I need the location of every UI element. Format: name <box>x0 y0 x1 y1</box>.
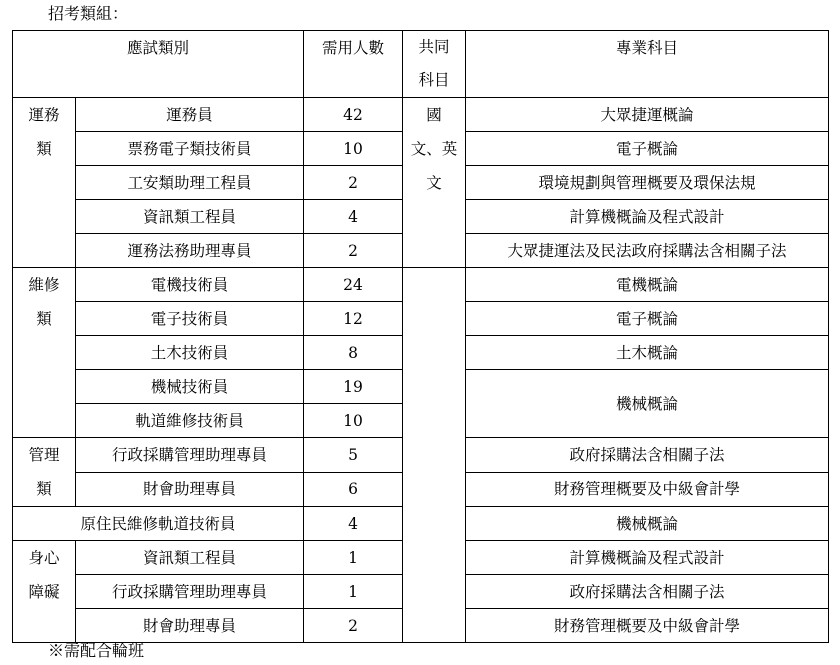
count-cell: 4 <box>304 507 403 541</box>
count-cell: 2 <box>304 609 403 643</box>
position-cell-indigenous: 原住民維修軌道技術員 <box>13 507 304 541</box>
subject-cell: 大眾捷運概論 <box>466 98 829 132</box>
count-cell: 10 <box>304 132 403 166</box>
count-cell: 5 <box>304 438 403 473</box>
subject-cell: 土木概論 <box>466 336 829 370</box>
subject-cell: 機械概論 <box>466 370 829 438</box>
position-cell: 電子技術員 <box>76 302 304 336</box>
count-cell: 2 <box>304 166 403 200</box>
footnote: ※需配合輪班 <box>48 641 145 660</box>
position-cell: 土木技術員 <box>76 336 304 370</box>
position-cell: 資訊類工程員 <box>76 541 304 575</box>
count-cell: 4 <box>304 200 403 234</box>
position-cell: 財會助理專員 <box>76 472 304 507</box>
subject-cell: 計算機概論及程式設計 <box>466 541 829 575</box>
subject-cell: 大眾捷運法及民法政府採購法含相關子法 <box>466 234 829 268</box>
count-cell: 2 <box>304 234 403 268</box>
table-header-row <box>13 31 829 98</box>
subject-cell: 政府採購法含相關子法 <box>466 438 829 473</box>
common-subject-blank-cell <box>403 268 466 643</box>
count-cell: 1 <box>304 575 403 609</box>
category-cell-transport: 運務 類 <box>13 98 76 268</box>
subject-cell: 電子概論 <box>466 302 829 336</box>
position-cell: 機械技術員 <box>76 370 304 404</box>
position-cell: 票務電子類技術員 <box>76 132 304 166</box>
category-cell-maintenance: 維修 類 <box>13 268 76 438</box>
common-subject-cell: 國 文、英 文 <box>403 98 466 268</box>
count-cell: 1 <box>304 541 403 575</box>
subject-cell: 計算機概論及程式設計 <box>466 200 829 234</box>
category-cell-disability: 身心 障礙 <box>13 541 76 643</box>
category-cell-management: 管理 類 <box>13 438 76 507</box>
header-category: 應試類別 <box>13 31 304 98</box>
subject-cell: 環境規劃與管理概要及環保法規 <box>466 166 829 200</box>
position-cell: 財會助理專員 <box>76 609 304 643</box>
subject-cell: 電機概論 <box>466 268 829 302</box>
position-cell: 工安類助理工程員 <box>76 166 304 200</box>
table-row <box>13 268 829 302</box>
subject-cell: 政府採購法含相關子法 <box>466 575 829 609</box>
header-count: 需用人數 <box>304 31 403 98</box>
position-cell: 軌道維修技術員 <box>76 404 304 438</box>
subject-cell: 財務管理概要及中級會計學 <box>466 472 829 507</box>
count-cell: 42 <box>304 98 403 132</box>
position-cell: 運務法務助理專員 <box>76 234 304 268</box>
count-cell: 6 <box>304 472 403 507</box>
position-cell: 電機技術員 <box>76 268 304 302</box>
header-subject: 專業科目 <box>466 31 829 98</box>
position-cell: 運務員 <box>76 98 304 132</box>
subject-cell: 機械概論 <box>466 507 829 541</box>
table-row <box>13 98 829 132</box>
count-cell: 10 <box>304 404 403 438</box>
position-cell: 行政採購管理助理專員 <box>76 575 304 609</box>
section-heading: 招考類組： <box>48 4 129 23</box>
position-cell: 行政採購管理助理專員 <box>76 438 304 473</box>
count-cell: 8 <box>304 336 403 370</box>
subject-cell: 財務管理概要及中級會計學 <box>466 609 829 643</box>
subject-cell: 電子概論 <box>466 132 829 166</box>
count-cell: 12 <box>304 302 403 336</box>
position-cell: 資訊類工程員 <box>76 200 304 234</box>
count-cell: 24 <box>304 268 403 302</box>
count-cell: 19 <box>304 370 403 404</box>
header-common-subject: 共同 科目 <box>403 31 466 98</box>
exam-category-table <box>12 30 829 643</box>
